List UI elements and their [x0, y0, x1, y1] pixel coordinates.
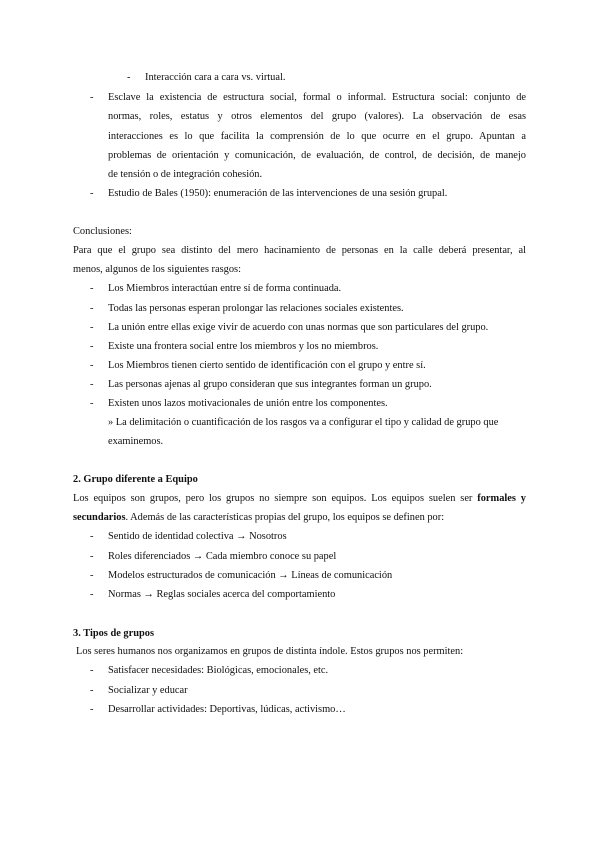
conclusions-note-line: » La delimitación o cuantificación de los rasgos va a configurar el tipo y calidad de grupo que — [108, 417, 499, 428]
conclusions-note-line: examinemos. — [108, 436, 164, 447]
team-trait-item: Roles diferenciados → Cada miembro conoce su papel — [108, 551, 337, 562]
list-bullet: - — [90, 379, 94, 390]
conclusion-item: Los Miembros interactúan entre sí de forma continuada. — [108, 283, 342, 294]
section-2-intro-line — [73, 492, 526, 506]
list-bullet: - — [90, 665, 94, 676]
team-trait-item: Sentido de identidad colectiva → Nosotros — [108, 531, 287, 542]
conclusion-item: La unión entre ellas exige vivir de acuerdo con unas normas que son particulares del grupo. — [108, 322, 489, 333]
group-purpose-item: Desarrollar actividades: Deportivas, lúdicas, activismo… — [108, 704, 346, 715]
conclusions-title: Conclusiones: — [73, 226, 132, 237]
list-bullet: - — [90, 188, 94, 199]
list-bullet: - — [90, 360, 94, 371]
list-bullet: - — [127, 72, 131, 83]
structure-item-line: Esclave la existencia de estructura social, formal o informal. Estructura social: conjunto de — [108, 92, 526, 103]
section-2-intro-line — [73, 511, 444, 525]
bales-item: Estudio de Bales (1950): enumeración de las intervenciones de una sesión grupal. — [108, 188, 448, 199]
list-bullet: - — [90, 283, 94, 294]
group-purpose-item: Socializar y educar — [108, 685, 188, 696]
group-purpose-item: Satisfacer necesidades: Biológicas, emocionales, etc. — [108, 665, 329, 676]
list-bullet: - — [90, 398, 94, 409]
structure-item-line: interacciones es lo que facilita la comprensión de lo que ocurre en el grupo. Apuntan a — [108, 131, 526, 142]
section-2-intro-bold: formales y — [477, 493, 526, 504]
list-bullet: - — [90, 704, 94, 715]
structure-item-line: normas, roles, estatus y otros elementos del grupo (valores). La observación de esas — [108, 111, 526, 122]
sub-list-item: Interacción cara a cara vs. virtual. — [145, 72, 286, 83]
list-bullet: - — [90, 551, 94, 562]
conclusion-item: Los Miembros tienen cierto sentido de identificación con el grupo y entre sí. — [108, 360, 426, 371]
team-trait-item: Modelos estructurados de comunicación → Líneas de comunicación — [108, 570, 393, 581]
conclusions-intro-line: menos, algunos de los siguientes rasgos: — [73, 264, 241, 275]
list-bullet: - — [90, 531, 94, 542]
list-bullet: - — [90, 589, 94, 600]
conclusions-intro-line: Para que el grupo sea distinto del mero hacinamiento de personas en la calle deberá presentar, al — [73, 245, 526, 256]
conclusion-item: Existen unos lazos motivacionales de unión entre los componentes. — [108, 398, 388, 409]
list-bullet: - — [90, 92, 94, 103]
conclusion-item: Existe una frontera social entre los miembros y los no miembros. — [108, 341, 379, 352]
list-bullet: - — [90, 341, 94, 352]
list-bullet: - — [90, 685, 94, 696]
list-bullet: - — [90, 570, 94, 581]
section-3-intro: Los seres humanos nos organizamos en grupos de distinta índole. Estos grupos nos permiten: — [76, 646, 464, 657]
section-2-intro-bold: secundarios — [73, 512, 126, 523]
structure-item-line: de tensión o de integración cohesión. — [108, 169, 263, 180]
section-2-heading: 2. Grupo diferente a Equipo — [73, 474, 198, 485]
conclusion-item: Todas las personas esperan prolongar las relaciones sociales existentes. — [108, 303, 404, 314]
conclusion-item: Las personas ajenas al grupo consideran que sus integrantes forman un grupo. — [108, 379, 432, 390]
team-trait-item: Normas → Reglas sociales acerca del comportamiento — [108, 589, 336, 600]
section-2-intro-text: . Además de las características propias del grupo, los equipos se definen por: — [125, 512, 445, 523]
section-2-intro-text: Los equipos son grupos, pero los grupos no siempre son equipos. Los equipos suelen ser — [73, 493, 478, 504]
structure-item-line: problemas de orientación y comunicación, de evaluación, de control, de decisión, de manejo — [108, 150, 526, 161]
section-3-heading: 3. Tipos de grupos — [73, 628, 155, 639]
list-bullet: - — [90, 322, 94, 333]
list-bullet: - — [90, 303, 94, 314]
